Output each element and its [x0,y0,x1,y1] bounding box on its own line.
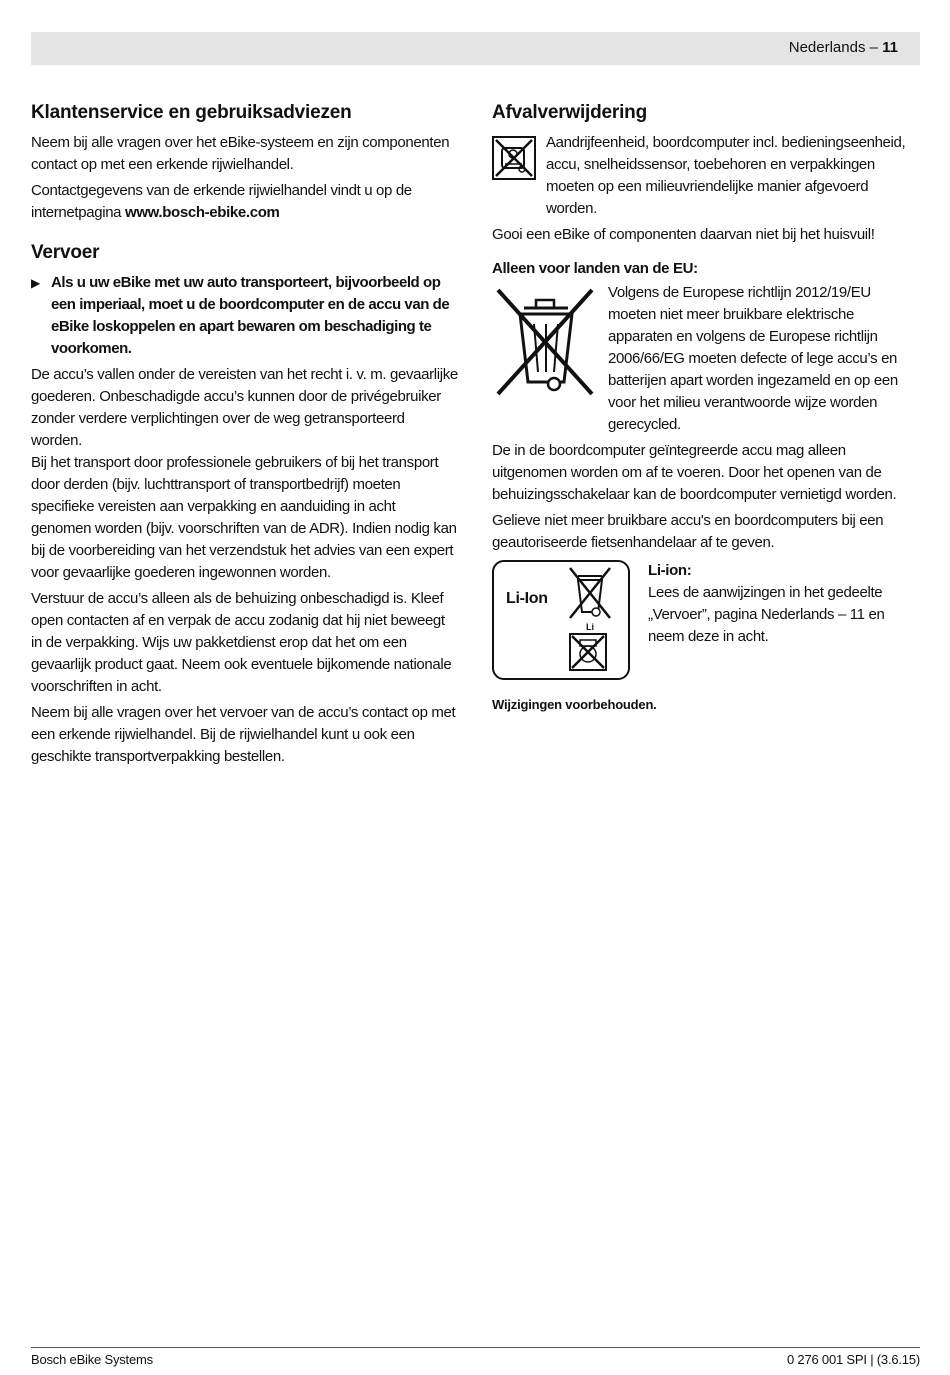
website-link[interactable]: www.bosch-ebike.com [125,204,280,221]
afval-paragraph-3: Gelieve niet meer bruikbare accu's en boordcomputers bij een geautoriseerde fietsenhandelaar af te geven. [492,512,884,551]
header-separator: – [865,39,883,56]
liion-block [492,560,920,680]
page-header [31,32,920,65]
eu-block [492,282,920,436]
right-column [492,100,920,720]
liion-text: Lees de aanwijzingen in het gedeelte „Vervoer”, pagina Nederlands – 11 en neem deze in acht. [648,584,885,645]
afval-paragraph-1: Gooi een eBike of componenten daarvan niet bij het huisvuil! [492,226,875,243]
klantenservice-contact-text: Contactgegevens van de erkende rijwielhandel vindt u op de internetpagina [31,182,412,221]
vervoer-title: Vervoer [31,242,100,263]
afval-title: Afvalverwijdering [492,102,647,123]
recycle-text: Aandrijfeenheid, boordcomputer incl. bedieningseenheid, accu, snelheidssensor, toebehoren en verpakkingen moeten op een milieuvriendelijke manier afgevoerd worden. [546,134,906,217]
li-small-label: Li [586,622,594,632]
vervoer-paragraph-4: Neem bij alle vragen over het vervoer van de accu’s contact op met een erkende rijwielhandel. Bij de rijwielhandel kunt u ook een geschikte transportverpakking bestellen. [31,704,456,765]
footer-divider [31,1347,920,1348]
li-ion-icon [492,560,630,680]
no-household-waste-icon [492,136,536,185]
li-ion-recycle-icon [568,632,608,672]
klantenservice-paragraph-1: Neem bij alle vragen over het eBike-systeem en zijn componenten contact op met een erkende rijwielhandel. [31,134,450,173]
vervoer-paragraph-2: Bij het transport door professionele gebruikers of bij het transport door derden (bijv. luchttransport of transportbedrijf) moeten specifieke vereisten aan verpakking en aanduiding in acht genomen worden (bijv. voorschriften van de ADR). Indien nodig kan bij de voorbereiding van het verzendstuk het advies van een expert voor gevaarlijke goederen ingewonnen worden. [31,454,457,581]
triangle-bullet-icon: ▶ [31,276,40,290]
klantenservice-title: Klantenservice en gebruiksadviezen [31,102,352,123]
klantenservice-paragraph-2 [31,180,459,224]
eu-heading: Alleen voor landen van de EU: [492,260,698,277]
footer-document-id: 0 276 001 SPI | (3.6.15) [786,1352,920,1367]
li-ion-bin-icon [568,566,612,622]
eu-text: Volgens de Europese richtlijn 2012/19/EU moeten niet meer bruikbare elektrische apparaten en volgens de Europese richtlijn 2006/66/EG moeten defecte of lege accu’s en batterijen apart worden ingezameld en op een voor het milieu verantwoorde wijze worden gerecycled. [608,284,898,433]
afval-paragraph-2: De in de boordcomputer geïntegreerde accu mag alleen uitgenomen worden om af te voeren. Door het openen van de behuizingsschakelaar kan de boordcomputer vernietigd worden. [492,442,897,503]
header-page-number: 11 [882,39,898,56]
vervoer-warning-bullet [31,272,459,360]
vervoer-warning-text: Als u uw eBike met uw auto transporteert, bijvoorbeeld op een imperiaal, moet u de boordcomputer en de accu van de eBike loskoppelen en apart bewaren om beschadiging te voorkomen. [51,274,450,357]
liion-heading: Li-ion: [648,562,692,579]
header-section: Nederlands [788,39,866,56]
vervoer-paragraph-1: De accu’s vallen onder de vereisten van het recht i. v. m. gevaarlijke goederen. Onbeschadigde accu’s kunnen door de privégebruiker zonder verdere verplichtingen over de weg getransporteerd worden. [31,366,458,449]
footer-company: Bosch eBike Systems [31,1352,153,1367]
li-ion-icon-label: Li-Ion [506,590,548,607]
crossed-bin-icon [492,286,598,403]
changes-notice: Wijzigingen voorbehouden. [492,697,657,712]
vervoer-paragraph-3: Verstuur de accu’s alleen als de behuizing onbeschadigd is. Kleef open contacten af en verpak de accu zodanig dat hij niet beweegt in de verpakking. Wijs uw pakketdienst erop dat het om een gevaarlijk product gaat. Neem ook eventuele bijkomende nationale voorschriften in acht. [31,590,452,695]
left-column [31,100,459,772]
recycle-block [492,132,920,220]
header-page-label [789,39,898,56]
